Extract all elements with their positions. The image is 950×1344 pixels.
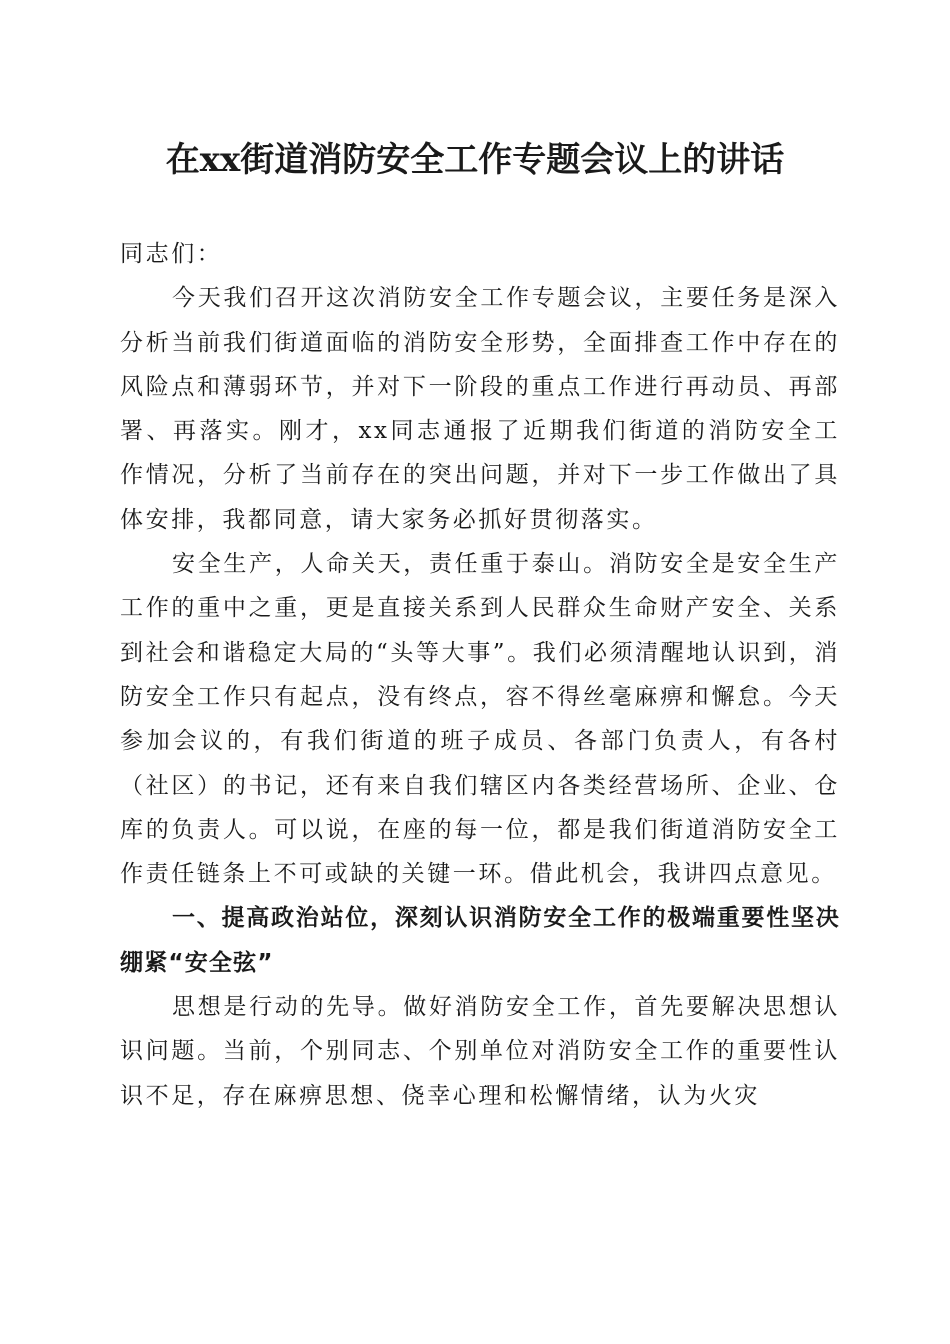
document-title: 在xx街道消防安全工作专题会议上的讲话 <box>165 140 785 180</box>
salutation: 同志们： <box>120 241 223 267</box>
paragraph-2: 安全生产，人命关天，责任重于泰山。消防安全是安全生产工作的重中之重，更是直接关系到人民群众生命财产安全、关系到社会和谐稳定大局的“头等大事”。我们必须清醒地认识到，消防安全工作只有起点，没有终点，容不得丝毫麻痹和懈怠。今天参加会议的，有我们街道的班子成员、各部门负责人，有各村（社区）的书记，还有来自我们辖区内各类经营场所、企业、仓库的负责人。可以说，在座的每一位，都是我们街道消防安全工作责任链条上不可或缺的关键一环。借此机会，我讲四点意见。 <box>120 551 840 888</box>
section-heading-1: 一、提高政治站位，深刻认识消防安全工作的极端重要性坚决绷紧“安全弦” <box>120 905 840 976</box>
paragraph-3: 思想是行动的先导。做好消防安全工作，首先要解决思想认识问题。当前，个别同志、个别单位对消防安全工作的重要性认识不足，存在麻痹思想、侥幸心理和松懈情绪，认为火灾 <box>120 994 840 1109</box>
paragraph-1: 今天我们召开这次消防安全工作专题会议，主要任务是深入分析当前我们街道面临的消防安全形势，全面排查工作中存在的风险点和薄弱环节，并对下一阶段的重点工作进行再动员、再部署、再落实。刚才，xx同志通报了近期我们街道的消防安全工作情况，分析了当前存在的突出问题，并对下一步工作做出了具体安排，我都同意，请大家务必抓好贯彻落实。 <box>120 285 840 533</box>
document-body <box>120 232 840 1118</box>
